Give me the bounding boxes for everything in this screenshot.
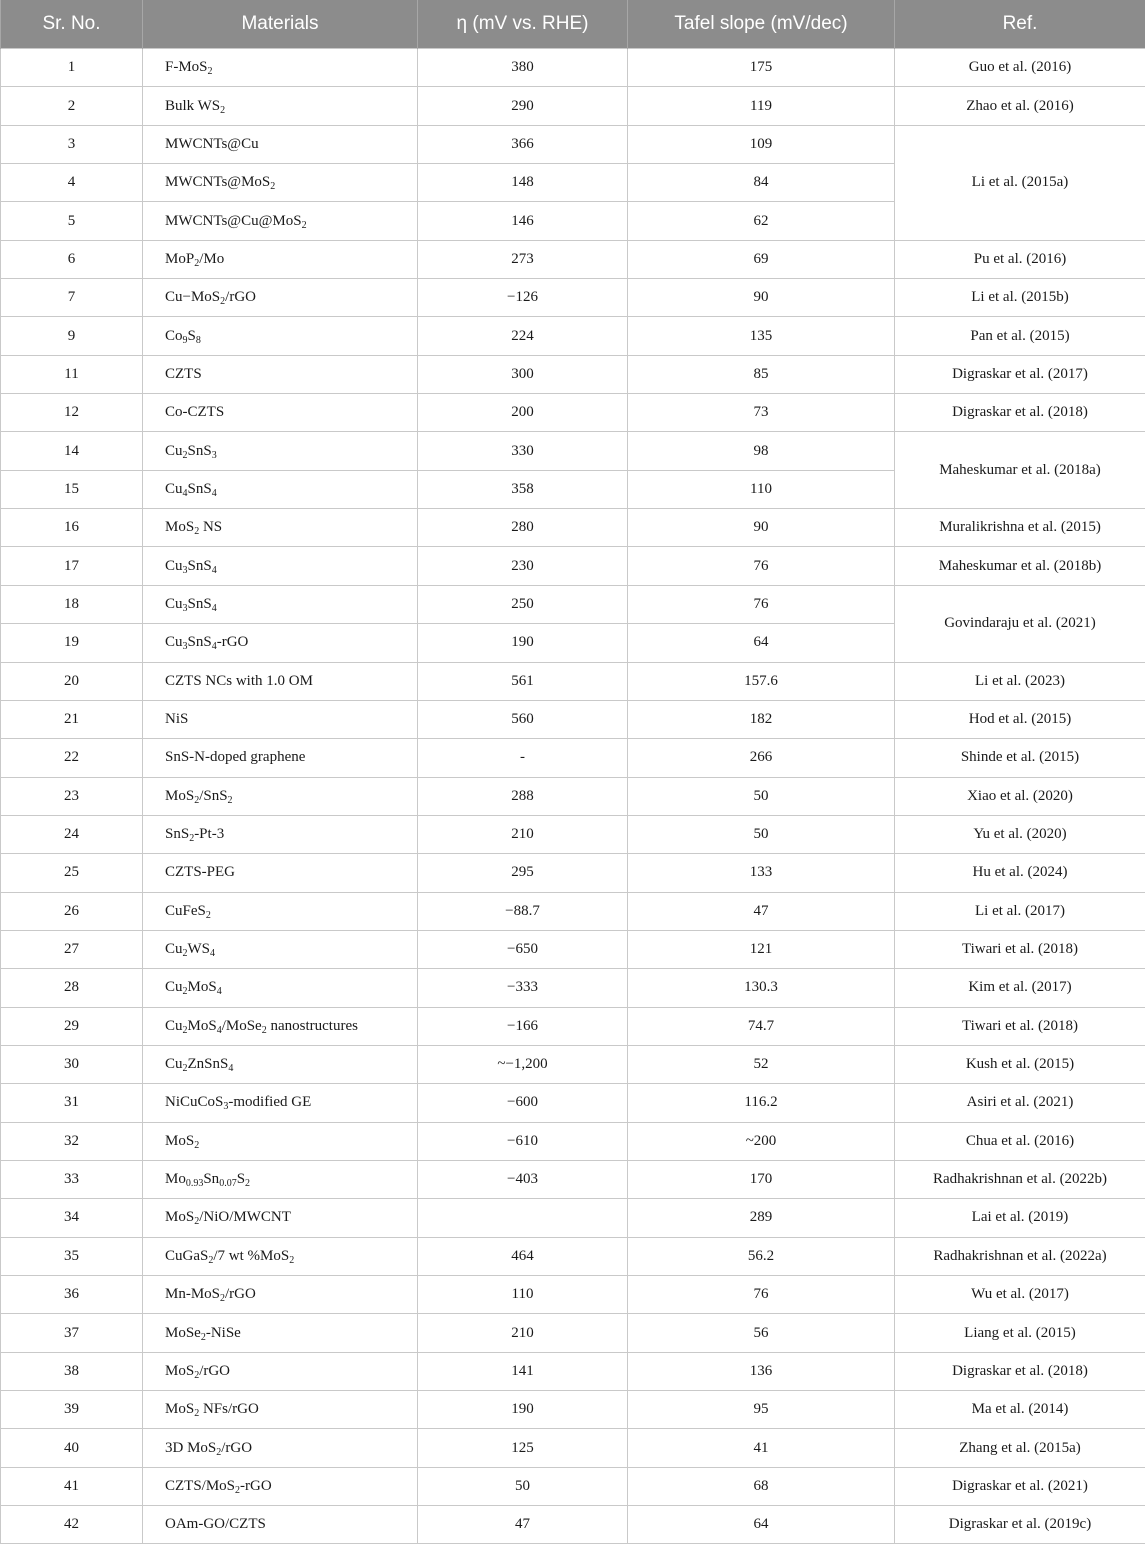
table-row	[1, 1007, 1145, 1045]
cell-ref: Asiri et al. (2021)	[895, 1084, 1145, 1122]
cell-ref: Digraskar et al. (2018)	[895, 1352, 1145, 1390]
table-row	[1, 547, 1145, 585]
cell-material: CZTS-PEG	[143, 854, 418, 892]
header-sr-no: Sr. No.	[1, 0, 143, 49]
cell-sr-no: 14	[1, 432, 143, 470]
cell-sr-no: 33	[1, 1160, 143, 1198]
cell-overpotential: −166	[418, 1007, 628, 1045]
cell-material: MoS$_2$/NiO/MWCNT	[143, 1199, 418, 1237]
cell-tafel-slope: 110	[628, 470, 895, 508]
cell-sr-no: 34	[1, 1199, 143, 1237]
cell-material: $Cu_2MoS_4/MoSe_2$ nanostructures	[143, 1007, 418, 1045]
cell-tafel-slope: 52	[628, 1045, 895, 1083]
cell-tafel-slope: 76	[628, 585, 895, 623]
cell-material: $Co_9S_8$	[143, 317, 418, 355]
cell-ref: Yu et al. (2020)	[895, 815, 1145, 853]
cell-material: MoS$_2$ NFs/rGO	[143, 1391, 418, 1429]
cell-overpotential: 224	[418, 317, 628, 355]
table-row	[1, 394, 1145, 432]
cell-material: F-MoS$_2$	[143, 49, 418, 87]
cell-tafel-slope: 135	[628, 317, 895, 355]
cell-ref: Lai et al. (2019)	[895, 1199, 1145, 1237]
cell-ref: Tiwari et al. (2018)	[895, 1007, 1145, 1045]
cell-overpotential: 280	[418, 509, 628, 547]
cell-ref: Shinde et al. (2015)	[895, 739, 1145, 777]
table-row	[1, 585, 1145, 623]
cell-material: SnS$_2$-Pt-3	[143, 815, 418, 853]
cell-ref: Digraskar et al. (2021)	[895, 1467, 1145, 1505]
cell-sr-no: 40	[1, 1429, 143, 1467]
cell-ref: Ma et al. (2014)	[895, 1391, 1145, 1429]
cell-material: MoS$_2$	[143, 1122, 418, 1160]
cell-ref: Li et al. (2015a)	[895, 125, 1145, 240]
cell-sr-no: 25	[1, 854, 143, 892]
cell-overpotential: 288	[418, 777, 628, 815]
table-row	[1, 125, 1145, 163]
cell-tafel-slope: 64	[628, 1506, 895, 1544]
cell-ref: Radhakrishnan et al. (2022a)	[895, 1237, 1145, 1275]
cell-sr-no: 29	[1, 1007, 143, 1045]
cell-ref: Zhang et al. (2015a)	[895, 1429, 1145, 1467]
cell-material: $Cu_2MoS_4$	[143, 969, 418, 1007]
cell-tafel-slope: 85	[628, 355, 895, 393]
table-row	[1, 930, 1145, 968]
cell-material: MWCNTs@Cu@MoS$_2$	[143, 202, 418, 240]
cell-tafel-slope: 121	[628, 930, 895, 968]
cell-sr-no: 26	[1, 892, 143, 930]
cell-tafel-slope: 76	[628, 1276, 895, 1314]
cell-overpotential: −88.7	[418, 892, 628, 930]
cell-overpotential: 358	[418, 470, 628, 508]
table-row	[1, 1429, 1145, 1467]
table-row	[1, 1276, 1145, 1314]
cell-material: OAm-GO/CZTS	[143, 1506, 418, 1544]
cell-ref: Pan et al. (2015)	[895, 317, 1145, 355]
table-row	[1, 355, 1145, 393]
cell-overpotential: −600	[418, 1084, 628, 1122]
cell-tafel-slope: 56.2	[628, 1237, 895, 1275]
cell-sr-no: 37	[1, 1314, 143, 1352]
table-row	[1, 1237, 1145, 1275]
cell-material: CZTS	[143, 355, 418, 393]
cell-ref: Hu et al. (2024)	[895, 854, 1145, 892]
cell-sr-no: 18	[1, 585, 143, 623]
cell-ref: Li et al. (2017)	[895, 892, 1145, 930]
cell-material: MoS$_2$/rGO	[143, 1352, 418, 1390]
table-row	[1, 892, 1145, 930]
cell-overpotential: 148	[418, 164, 628, 202]
table-row	[1, 432, 1145, 470]
cell-sr-no: 32	[1, 1122, 143, 1160]
cell-material: NiCuCoS$_3$-modified GE	[143, 1084, 418, 1122]
table-row	[1, 777, 1145, 815]
cell-ref: Hod et al. (2015)	[895, 700, 1145, 738]
cell-material: CZTS NCs with 1.0 OM	[143, 662, 418, 700]
table-row	[1, 1467, 1145, 1505]
table-row	[1, 1314, 1145, 1352]
cell-sr-no: 7	[1, 279, 143, 317]
cell-sr-no: 20	[1, 662, 143, 700]
cell-overpotential: −403	[418, 1160, 628, 1198]
cell-ref: Govindaraju et al. (2021)	[895, 585, 1145, 662]
cell-material: NiS	[143, 700, 418, 738]
cell-sr-no: 12	[1, 394, 143, 432]
cell-sr-no: 2	[1, 87, 143, 125]
cell-overpotential: −333	[418, 969, 628, 1007]
cell-ref: Digraskar et al. (2017)	[895, 355, 1145, 393]
cell-material: CuFeS$_2$	[143, 892, 418, 930]
cell-ref: Radhakrishnan et al. (2022b)	[895, 1160, 1145, 1198]
cell-tafel-slope: 109	[628, 125, 895, 163]
cell-sr-no: 5	[1, 202, 143, 240]
cell-ref: Digraskar et al. (2019c)	[895, 1506, 1145, 1544]
cell-sr-no: 1	[1, 49, 143, 87]
table-row	[1, 662, 1145, 700]
cell-ref: Li et al. (2023)	[895, 662, 1145, 700]
cell-sr-no: 16	[1, 509, 143, 547]
cell-overpotential: 366	[418, 125, 628, 163]
cell-ref: Maheskumar et al. (2018b)	[895, 547, 1145, 585]
cell-material: CuGaS$_2$/7 wt %MoS$_2$	[143, 1237, 418, 1275]
cell-sr-no: 42	[1, 1506, 143, 1544]
cell-material: $Cu_4SnS_4$	[143, 470, 418, 508]
cell-tafel-slope: ~200	[628, 1122, 895, 1160]
cell-tafel-slope: 50	[628, 777, 895, 815]
cell-tafel-slope: 62	[628, 202, 895, 240]
cell-overpotential: 141	[418, 1352, 628, 1390]
cell-tafel-slope: 98	[628, 432, 895, 470]
table-row	[1, 1084, 1145, 1122]
cell-tafel-slope: 64	[628, 624, 895, 662]
cell-ref: Zhao et al. (2016)	[895, 87, 1145, 125]
cell-material: CZTS/MoS$_2$-rGO	[143, 1467, 418, 1505]
table-row	[1, 279, 1145, 317]
cell-overpotential: 200	[418, 394, 628, 432]
cell-overpotential: 273	[418, 240, 628, 278]
cell-sr-no: 4	[1, 164, 143, 202]
cell-ref: Pu et al. (2016)	[895, 240, 1145, 278]
cell-ref: Xiao et al. (2020)	[895, 777, 1145, 815]
cell-material: $Cu_3SnS_4$	[143, 585, 418, 623]
cell-overpotential: 250	[418, 585, 628, 623]
cell-ref: Maheskumar et al. (2018a)	[895, 432, 1145, 509]
header-row	[1, 0, 1145, 49]
header-materials: Materials	[143, 0, 418, 49]
cell-overpotential: 210	[418, 1314, 628, 1352]
cell-overpotential: -	[418, 739, 628, 777]
cell-material: MWCNTs@Cu	[143, 125, 418, 163]
cell-sr-no: 11	[1, 355, 143, 393]
cell-tafel-slope: 95	[628, 1391, 895, 1429]
table-row	[1, 1391, 1145, 1429]
cell-ref: Muralikrishna et al. (2015)	[895, 509, 1145, 547]
cell-tafel-slope: 68	[628, 1467, 895, 1505]
cell-sr-no: 21	[1, 700, 143, 738]
cell-tafel-slope: 170	[628, 1160, 895, 1198]
table-row	[1, 1160, 1145, 1198]
cell-sr-no: 28	[1, 969, 143, 1007]
cell-tafel-slope: 76	[628, 547, 895, 585]
cell-ref: Kim et al. (2017)	[895, 969, 1145, 1007]
cell-material: Mn-MoS$_2$/rGO	[143, 1276, 418, 1314]
cell-overpotential: −610	[418, 1122, 628, 1160]
table-row	[1, 1045, 1145, 1083]
table-body	[1, 49, 1145, 1544]
cell-overpotential: 330	[418, 432, 628, 470]
cell-overpotential: 300	[418, 355, 628, 393]
cell-ref: Guo et al. (2016)	[895, 49, 1145, 87]
cell-material: Co-CZTS	[143, 394, 418, 432]
cell-material: Bulk $WS_2$	[143, 87, 418, 125]
cell-ref: Tiwari et al. (2018)	[895, 930, 1145, 968]
cell-material: MWCNTs@MoS$_2$	[143, 164, 418, 202]
cell-sr-no: 9	[1, 317, 143, 355]
cell-overpotential: 190	[418, 624, 628, 662]
cell-overpotential: 210	[418, 815, 628, 853]
table-row	[1, 815, 1145, 853]
cell-material: MoSe$_2$-NiSe	[143, 1314, 418, 1352]
cell-sr-no: 17	[1, 547, 143, 585]
cell-overpotential: −650	[418, 930, 628, 968]
cell-tafel-slope: 116.2	[628, 1084, 895, 1122]
cell-tafel-slope: 119	[628, 87, 895, 125]
cell-material: $Cu_2ZnSnS_4$	[143, 1045, 418, 1083]
cell-overpotential: 380	[418, 49, 628, 87]
cell-overpotential: −126	[418, 279, 628, 317]
cell-material: $Cu_3SnS_4$	[143, 547, 418, 585]
cell-sr-no: 6	[1, 240, 143, 278]
cell-ref: Li et al. (2015b)	[895, 279, 1145, 317]
cell-tafel-slope: 266	[628, 739, 895, 777]
cell-tafel-slope: 133	[628, 854, 895, 892]
cell-overpotential: 47	[418, 1506, 628, 1544]
cell-overpotential: ~−1,200	[418, 1045, 628, 1083]
cell-overpotential: 190	[418, 1391, 628, 1429]
header-ref: Ref.	[895, 0, 1145, 49]
cell-tafel-slope: 50	[628, 815, 895, 853]
cell-overpotential: 110	[418, 1276, 628, 1314]
cell-sr-no: 15	[1, 470, 143, 508]
cell-overpotential: 295	[418, 854, 628, 892]
table-row	[1, 49, 1145, 87]
table-row	[1, 509, 1145, 547]
cell-sr-no: 22	[1, 739, 143, 777]
cell-material: Cu−MoS$_2$/rGO	[143, 279, 418, 317]
cell-sr-no: 24	[1, 815, 143, 853]
cell-tafel-slope: 136	[628, 1352, 895, 1390]
cell-material: $Cu_2SnS_3$	[143, 432, 418, 470]
cell-overpotential: 146	[418, 202, 628, 240]
cell-sr-no: 3	[1, 125, 143, 163]
cell-sr-no: 23	[1, 777, 143, 815]
table-row	[1, 87, 1145, 125]
table-row	[1, 1199, 1145, 1237]
header-overpotential: η (mV vs. RHE)	[418, 0, 628, 49]
cell-overpotential: 561	[418, 662, 628, 700]
cell-material: MoS$_2$ NS	[143, 509, 418, 547]
cell-sr-no: 35	[1, 1237, 143, 1275]
cell-ref: Liang et al. (2015)	[895, 1314, 1145, 1352]
cell-ref: Digraskar et al. (2018)	[895, 394, 1145, 432]
cell-sr-no: 38	[1, 1352, 143, 1390]
cell-sr-no: 41	[1, 1467, 143, 1505]
cell-overpotential: 464	[418, 1237, 628, 1275]
cell-overpotential: 560	[418, 700, 628, 738]
table-row	[1, 1352, 1145, 1390]
cell-overpotential: 230	[418, 547, 628, 585]
cell-tafel-slope: 175	[628, 49, 895, 87]
table-row	[1, 700, 1145, 738]
header-tafel-slope: Tafel slope (mV/dec)	[628, 0, 895, 49]
cell-ref: Kush et al. (2015)	[895, 1045, 1145, 1083]
cell-tafel-slope: 130.3	[628, 969, 895, 1007]
table-row	[1, 240, 1145, 278]
table-row	[1, 739, 1145, 777]
table-row	[1, 969, 1145, 1007]
cell-tafel-slope: 157.6	[628, 662, 895, 700]
cell-material: $Cu_3SnS_4$-rGO	[143, 624, 418, 662]
cell-ref: Wu et al. (2017)	[895, 1276, 1145, 1314]
cell-tafel-slope: 74.7	[628, 1007, 895, 1045]
cell-material: $Cu_2WS_4$	[143, 930, 418, 968]
cell-sr-no: 27	[1, 930, 143, 968]
table-row	[1, 1122, 1145, 1160]
cell-tafel-slope: 56	[628, 1314, 895, 1352]
cell-tafel-slope: 69	[628, 240, 895, 278]
cell-tafel-slope: 47	[628, 892, 895, 930]
table-row	[1, 317, 1145, 355]
cell-overpotential: 290	[418, 87, 628, 125]
cell-sr-no: 30	[1, 1045, 143, 1083]
cell-overpotential: 125	[418, 1429, 628, 1467]
cell-sr-no: 31	[1, 1084, 143, 1122]
cell-tafel-slope: 182	[628, 700, 895, 738]
cell-material: SnS-N-doped graphene	[143, 739, 418, 777]
cell-sr-no: 19	[1, 624, 143, 662]
cell-tafel-slope: 84	[628, 164, 895, 202]
table-row	[1, 1506, 1145, 1544]
cell-sr-no: 36	[1, 1276, 143, 1314]
cell-material: MoS$_2$/SnS$_2$	[143, 777, 418, 815]
cell-material: $Mo_{0.93}Sn_{0.07}S_2$	[143, 1160, 418, 1198]
cell-material: 3D MoS$_2$/rGO	[143, 1429, 418, 1467]
cell-tafel-slope: 90	[628, 279, 895, 317]
cell-overpotential	[418, 1199, 628, 1237]
cell-tafel-slope: 289	[628, 1199, 895, 1237]
cell-tafel-slope: 90	[628, 509, 895, 547]
cell-ref: Chua et al. (2016)	[895, 1122, 1145, 1160]
table-row	[1, 854, 1145, 892]
cell-material: MoP$_2$/Mo	[143, 240, 418, 278]
cell-overpotential: 50	[418, 1467, 628, 1505]
cell-tafel-slope: 41	[628, 1429, 895, 1467]
cell-tafel-slope: 73	[628, 394, 895, 432]
cell-sr-no: 39	[1, 1391, 143, 1429]
